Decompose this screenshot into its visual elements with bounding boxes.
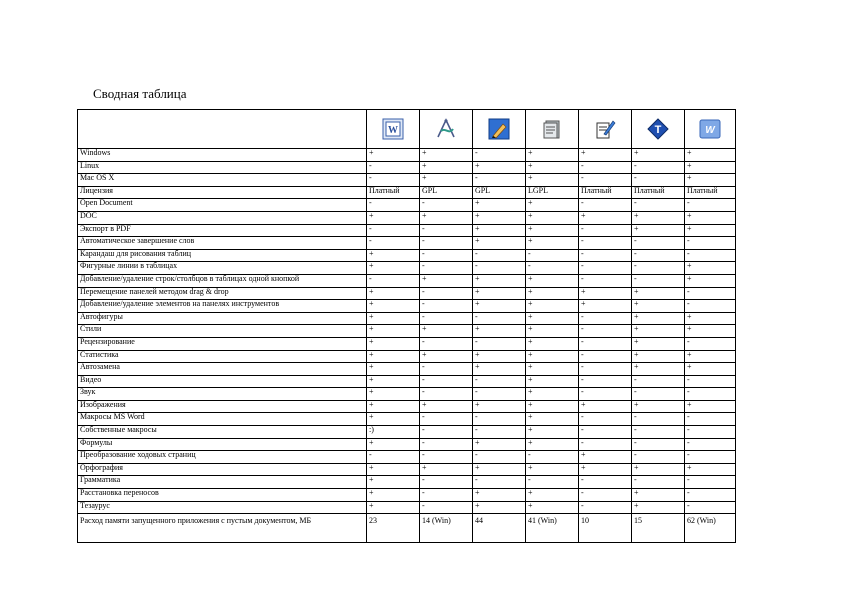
table-cell: - — [367, 161, 420, 174]
table-cell: + — [526, 489, 579, 502]
table-cell: + — [420, 400, 473, 413]
table-cell: + — [685, 312, 736, 325]
table-cell: - — [526, 262, 579, 275]
header-cell-textmaker — [632, 110, 685, 149]
svg-text:W: W — [388, 125, 398, 136]
table-cell: + — [473, 438, 526, 451]
table-cell: - — [420, 451, 473, 464]
table-cell: + — [632, 312, 685, 325]
table-cell: - — [685, 489, 736, 502]
table-row — [78, 388, 736, 401]
table-cell: - — [579, 325, 632, 338]
table-cell: + — [367, 476, 420, 489]
table-cell: + — [367, 388, 420, 401]
table-cell: + — [685, 325, 736, 338]
table-cell: + — [526, 350, 579, 363]
table-cell: + — [367, 438, 420, 451]
table-cell: + — [526, 312, 579, 325]
table-cell: - — [579, 237, 632, 250]
header-cell-kword — [526, 110, 579, 149]
row-label: Тезаурус — [78, 501, 367, 514]
table-cell: - — [632, 237, 685, 250]
table-cell: + — [685, 174, 736, 187]
table-cell: - — [685, 501, 736, 514]
table-row — [78, 413, 736, 426]
table-cell: + — [473, 274, 526, 287]
table-cell: - — [632, 426, 685, 439]
table-cell: Платный — [367, 186, 420, 199]
table-cell: + — [367, 325, 420, 338]
table-row — [78, 237, 736, 250]
table-cell: + — [579, 287, 632, 300]
table-cell: 44 — [473, 514, 526, 543]
table-cell: + — [526, 274, 579, 287]
table-row — [78, 426, 736, 439]
table-cell: - — [420, 224, 473, 237]
table-cell: - — [579, 249, 632, 262]
table-row — [78, 211, 736, 224]
table-cell: - — [685, 300, 736, 313]
table-cell: Платный — [579, 186, 632, 199]
table-cell: - — [579, 426, 632, 439]
row-label: Статистика — [78, 350, 367, 363]
header-empty-cell — [78, 110, 367, 149]
row-label: Звук — [78, 388, 367, 401]
row-label: Добавление/удаление строк/столбцов в таблицах одной кнопкой — [78, 274, 367, 287]
table-cell: + — [685, 363, 736, 376]
table-cell: - — [579, 199, 632, 212]
table-cell: + — [526, 426, 579, 439]
table-row — [78, 438, 736, 451]
table-cell: + — [473, 501, 526, 514]
row-label: Автозамена — [78, 363, 367, 376]
table-row — [78, 363, 736, 376]
table-cell: + — [632, 350, 685, 363]
table-cell: - — [420, 300, 473, 313]
table-cell: - — [632, 451, 685, 464]
table-cell: - — [367, 224, 420, 237]
table-cell: + — [526, 375, 579, 388]
table-cell: - — [420, 237, 473, 250]
word-icon — [382, 118, 404, 140]
table-cell: + — [526, 287, 579, 300]
table-cell: + — [526, 463, 579, 476]
table-row — [78, 249, 736, 262]
table-cell: + — [420, 274, 473, 287]
table-cell: - — [579, 388, 632, 401]
table-cell: - — [420, 249, 473, 262]
table-cell: + — [473, 237, 526, 250]
table-row — [78, 476, 736, 489]
table-cell: - — [367, 274, 420, 287]
table-cell: 41 (Win) — [526, 514, 579, 543]
table-cell: - — [632, 375, 685, 388]
table-cell: - — [579, 489, 632, 502]
table-cell: - — [579, 413, 632, 426]
table-cell: + — [526, 400, 579, 413]
table-cell: + — [526, 199, 579, 212]
row-label: Рецензирование — [78, 337, 367, 350]
table-cell: - — [685, 337, 736, 350]
row-label: Добавление/удаление элементов на панелях инструментов — [78, 300, 367, 313]
table-cell: + — [420, 325, 473, 338]
table-cell: + — [685, 149, 736, 162]
table-cell: + — [367, 287, 420, 300]
table-cell: - — [420, 363, 473, 376]
table-cell: - — [473, 149, 526, 162]
table-row — [78, 300, 736, 313]
table-cell: + — [473, 199, 526, 212]
table-cell: + — [473, 287, 526, 300]
table-cell: - — [473, 388, 526, 401]
table-cell: + — [685, 161, 736, 174]
table-cell: - — [473, 413, 526, 426]
row-label: Орфография — [78, 463, 367, 476]
table-cell: + — [526, 224, 579, 237]
row-label: Open Document — [78, 199, 367, 212]
row-label: Стили — [78, 325, 367, 338]
table-cell: 62 (Win) — [685, 514, 736, 543]
table-cell: - — [685, 426, 736, 439]
table-cell: + — [632, 224, 685, 237]
table-cell: + — [632, 463, 685, 476]
table-cell: - — [420, 312, 473, 325]
table-cell: + — [420, 211, 473, 224]
table-cell: + — [526, 300, 579, 313]
table-row — [78, 337, 736, 350]
table-cell: + — [526, 325, 579, 338]
table-cell: - — [473, 337, 526, 350]
table-cell: - — [685, 451, 736, 464]
table-cell: + — [526, 438, 579, 451]
table-cell: + — [526, 501, 579, 514]
table-row — [78, 325, 736, 338]
table-row — [78, 463, 736, 476]
table-cell: + — [632, 287, 685, 300]
table-cell: + — [632, 337, 685, 350]
kword-icon — [541, 118, 563, 140]
table-cell: + — [685, 262, 736, 275]
table-cell: + — [367, 249, 420, 262]
textmaker-icon — [647, 118, 669, 140]
table-cell: 10 — [579, 514, 632, 543]
table-cell: + — [420, 463, 473, 476]
table-cell: - — [632, 262, 685, 275]
table-cell: - — [579, 312, 632, 325]
page-title: Сводная таблица — [93, 86, 187, 101]
table-cell: + — [473, 300, 526, 313]
row-label: Экспорт в PDF — [78, 224, 367, 237]
table-cell: + — [579, 300, 632, 313]
table-row — [78, 262, 736, 275]
table-row — [78, 274, 736, 287]
table-cell: LGPL — [526, 186, 579, 199]
table-cell: + — [632, 400, 685, 413]
table-cell: + — [632, 211, 685, 224]
table-cell: - — [579, 262, 632, 275]
row-label: Linux — [78, 161, 367, 174]
row-label: Преобразование ходовых страниц — [78, 451, 367, 464]
table-cell: + — [526, 174, 579, 187]
table-row — [78, 451, 736, 464]
table-cell: - — [685, 476, 736, 489]
table-cell: - — [632, 274, 685, 287]
table-cell: - — [420, 426, 473, 439]
svg-text:W: W — [705, 125, 715, 136]
table-cell: + — [685, 463, 736, 476]
row-label: Изображения — [78, 400, 367, 413]
table-cell: - — [526, 476, 579, 489]
table-row — [78, 375, 736, 388]
table-cell: - — [420, 262, 473, 275]
table-cell: + — [367, 149, 420, 162]
table-cell: - — [579, 337, 632, 350]
table-cell: - — [473, 476, 526, 489]
table-row — [78, 186, 736, 199]
table-cell: + — [420, 350, 473, 363]
table-cell: - — [579, 375, 632, 388]
table-cell: + — [473, 350, 526, 363]
table-cell: + — [420, 149, 473, 162]
table-cell: + — [632, 325, 685, 338]
table-cell: GPL — [473, 186, 526, 199]
table-cell: - — [685, 413, 736, 426]
table-row — [78, 149, 736, 162]
table-cell: + — [632, 300, 685, 313]
table-cell: - — [632, 413, 685, 426]
table-cell: + — [526, 211, 579, 224]
table-cell: + — [632, 501, 685, 514]
header-cell-abiword — [420, 110, 473, 149]
table-cell: - — [473, 451, 526, 464]
table-cell: + — [579, 400, 632, 413]
table-cell: - — [473, 312, 526, 325]
row-label: Формулы — [78, 438, 367, 451]
table-cell: - — [579, 161, 632, 174]
table-cell: + — [367, 363, 420, 376]
table-cell: - — [685, 199, 736, 212]
ooo-writer-icon — [488, 118, 510, 140]
table-cell: + — [526, 237, 579, 250]
table-row — [78, 400, 736, 413]
table-cell: - — [579, 274, 632, 287]
table-cell: - — [685, 388, 736, 401]
table-cell: + — [367, 211, 420, 224]
table-cell: + — [526, 388, 579, 401]
row-label: Грамматика — [78, 476, 367, 489]
table-cell: + — [367, 337, 420, 350]
table-cell: + — [367, 400, 420, 413]
table-cell: - — [473, 249, 526, 262]
row-label: Собственные макросы — [78, 426, 367, 439]
table-row — [78, 350, 736, 363]
table-cell: + — [632, 489, 685, 502]
table-row — [78, 312, 736, 325]
row-label: Автофигуры — [78, 312, 367, 325]
table-cell: + — [367, 300, 420, 313]
table-cell: - — [632, 388, 685, 401]
table-cell: - — [473, 375, 526, 388]
table-cell: - — [367, 237, 420, 250]
table-cell: + — [526, 149, 579, 162]
table-cell: - — [420, 476, 473, 489]
table-cell: - — [685, 375, 736, 388]
table-cell: GPL — [420, 186, 473, 199]
table-cell: + — [420, 161, 473, 174]
row-label: Windows — [78, 149, 367, 162]
table-cell: + — [473, 211, 526, 224]
table-cell: + — [367, 375, 420, 388]
table-cell: 14 (Win) — [420, 514, 473, 543]
table-cell: + — [473, 161, 526, 174]
table-cell: - — [579, 363, 632, 376]
table-cell: + — [367, 262, 420, 275]
table-cell: + — [367, 501, 420, 514]
row-label: Лицензия — [78, 186, 367, 199]
table-cell: - — [632, 161, 685, 174]
row-label: Видео — [78, 375, 367, 388]
table-cell: + — [473, 363, 526, 376]
table-cell: - — [526, 451, 579, 464]
table-cell: - — [473, 262, 526, 275]
table-cell: - — [420, 388, 473, 401]
table-cell: - — [420, 287, 473, 300]
row-label: Автоматическое завершение слов — [78, 237, 367, 250]
table-cell: + — [473, 224, 526, 237]
table-cell: Платный — [632, 186, 685, 199]
table-cell: + — [473, 489, 526, 502]
table-cell: + — [526, 413, 579, 426]
table-cell: + — [526, 161, 579, 174]
table-row — [78, 287, 736, 300]
summary-table — [77, 109, 736, 543]
header-cell-word — [367, 110, 420, 149]
table-cell: + — [526, 363, 579, 376]
table-cell: - — [632, 174, 685, 187]
table-cell: + — [685, 224, 736, 237]
table-cell: - — [579, 501, 632, 514]
row-label: Фигурные линии в таблицах — [78, 262, 367, 275]
table-cell: + — [367, 350, 420, 363]
table-cell: - — [632, 249, 685, 262]
table-cell: - — [579, 174, 632, 187]
table-cell: - — [685, 237, 736, 250]
table-cell: - — [473, 174, 526, 187]
table-row — [78, 501, 736, 514]
table-row — [78, 514, 736, 543]
table-cell: 15 — [632, 514, 685, 543]
table-cell: - — [632, 476, 685, 489]
table-cell: + — [579, 149, 632, 162]
row-label: Карандаш для рисования таблиц — [78, 249, 367, 262]
table-cell: + — [632, 363, 685, 376]
row-label: Расход памяти запущенного приложения с пустым документом, МБ — [78, 514, 367, 543]
table-cell: - — [473, 426, 526, 439]
row-label: Перемещение панелей методом drag & drop — [78, 287, 367, 300]
table-cell: - — [420, 501, 473, 514]
table-cell: - — [420, 375, 473, 388]
table-row — [78, 199, 736, 212]
abiword-icon — [435, 118, 457, 140]
table-cell: + — [367, 312, 420, 325]
table-row — [78, 224, 736, 237]
table-cell: 23 — [367, 514, 420, 543]
table-cell: - — [420, 199, 473, 212]
table-cell: + — [526, 337, 579, 350]
table-cell: + — [632, 149, 685, 162]
table-cell: + — [685, 274, 736, 287]
table-cell: - — [420, 489, 473, 502]
table-cell: - — [526, 249, 579, 262]
table-cell: - — [579, 438, 632, 451]
table-cell: - — [367, 451, 420, 464]
row-label: DOC — [78, 211, 367, 224]
table-row — [78, 161, 736, 174]
table-cell: - — [579, 350, 632, 363]
table-cell: - — [685, 438, 736, 451]
table-cell: - — [420, 337, 473, 350]
table-cell: - — [420, 413, 473, 426]
table-cell: - — [632, 199, 685, 212]
table-cell: + — [685, 211, 736, 224]
table-cell: - — [632, 438, 685, 451]
table-cell: - — [685, 249, 736, 262]
table-cell: + — [685, 400, 736, 413]
table-cell: - — [579, 224, 632, 237]
table-cell: + — [367, 413, 420, 426]
row-label: Макросы MS Word — [78, 413, 367, 426]
table-cell: - — [685, 287, 736, 300]
wordpad-icon — [594, 118, 616, 140]
table-cell: + — [473, 325, 526, 338]
table-cell: + — [420, 174, 473, 187]
table-cell: :) — [367, 426, 420, 439]
row-label: Расстановка переносов — [78, 489, 367, 502]
table-row — [78, 174, 736, 187]
header-cell-ooo-writer — [473, 110, 526, 149]
table-cell: + — [367, 489, 420, 502]
table-cell: + — [579, 451, 632, 464]
table-cell: + — [579, 211, 632, 224]
works-icon — [699, 118, 721, 140]
table-header-row — [78, 110, 736, 149]
table-cell: Платный — [685, 186, 736, 199]
table-row — [78, 489, 736, 502]
svg-text:T: T — [654, 124, 662, 136]
table-cell: + — [473, 463, 526, 476]
table-cell: + — [579, 463, 632, 476]
header-cell-works — [685, 110, 736, 149]
table-cell: + — [685, 350, 736, 363]
table-cell: + — [473, 400, 526, 413]
row-label: Mac OS X — [78, 174, 367, 187]
table-cell: - — [579, 476, 632, 489]
header-cell-wordpad — [579, 110, 632, 149]
table-cell: - — [420, 438, 473, 451]
table-cell: + — [367, 463, 420, 476]
table-cell: - — [367, 174, 420, 187]
table-cell: - — [367, 199, 420, 212]
